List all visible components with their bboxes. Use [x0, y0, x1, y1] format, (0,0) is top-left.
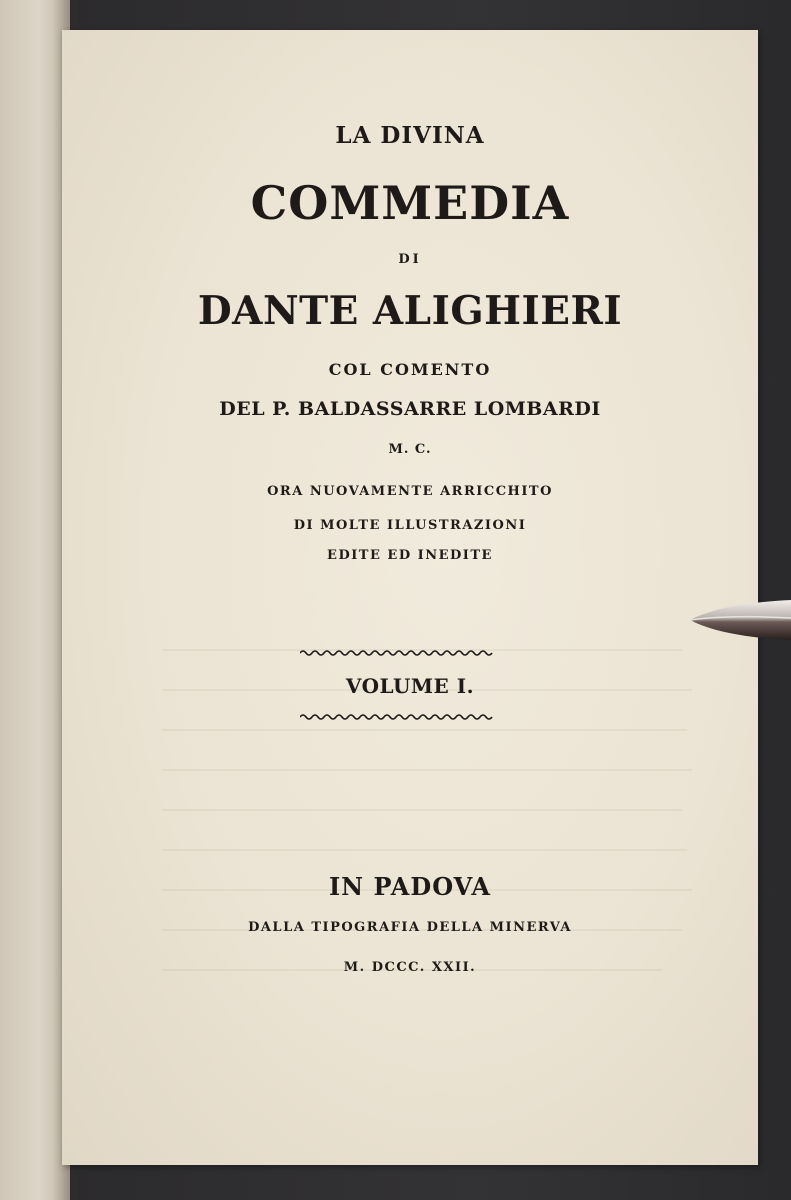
imprint-printer: DALLA TIPOGRAFIA DELLA MINERVA — [248, 920, 572, 935]
author-name: DANTE ALIGHIERI — [197, 288, 623, 334]
imprint-place: IN PADOVA — [328, 872, 492, 901]
volume-label: VOLUME I. — [345, 674, 475, 698]
title-line-commedia: COMMEDIA — [250, 176, 570, 230]
col-comento-line: COL COMENTO — [328, 360, 492, 379]
imprint-year: M. DCCC. XXII. — [343, 960, 477, 975]
title-line-la-divina: LA DIVINA — [335, 122, 485, 149]
edition-note-line1: ORA NUOVAMENTE ARRICCHITO — [267, 484, 553, 499]
title-line-di: DI — [398, 252, 422, 267]
title-page — [62, 30, 758, 1165]
paper-knife-icon — [688, 596, 791, 644]
edition-note-line3: EDITE ED INEDITE — [327, 548, 493, 563]
edition-note-line2: DI MOLTE ILLUSTRAZIONI — [293, 518, 527, 533]
wavy-rule-bottom — [300, 712, 494, 722]
commentator-order: M. C. — [388, 442, 432, 457]
commentator-name: DEL P. BALDASSARRE LOMBARDI — [219, 398, 601, 420]
wavy-rule-top — [300, 648, 494, 658]
